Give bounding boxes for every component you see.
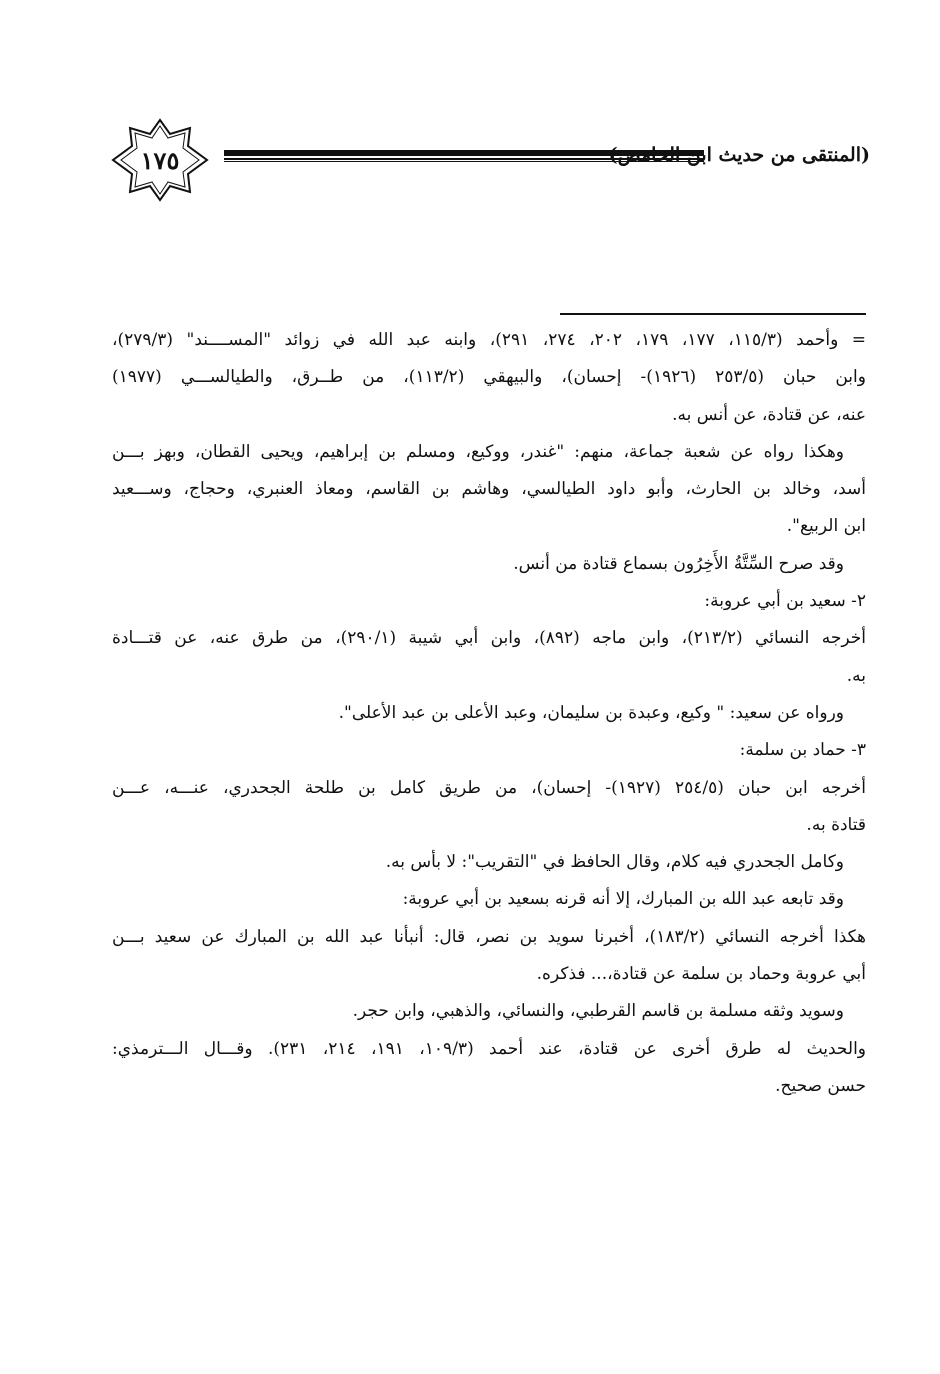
text-line: والحديث له طرق أخرى عن قتادة، عند أحمد (١٠٩/٣، ١٩١، ٢١٤، ٢٣١). وقـــال الـــترمذي: [112,1038,866,1059]
text-line: ورواه عن سعيد: " وكيع، وعبدة بن سليمان، وعبد الأعلى بن عبد الأعلى". [338,702,844,723]
book-title: (المنتقى من حديث ابن الحامض) [608,144,870,166]
page-number-badge [110,118,210,202]
text-line: أسد، وخالد بن الحارث، وأبو داود الطيالسي، وهاشم بن القاسم، ومعاذ العنبري، وحجاج، وســـعيد [112,479,866,500]
text-line: ٣- حماد بن سلمة: [739,740,866,761]
text-line: هكذا أخرجه النسائي (١٨٣/٢)، أخبرنا سويد بن نصر، قال: أنبأنا عبد الله بن المبارك عن سعيد بـــن [112,926,866,947]
text-line: وكامل الجحدري فيه كلام، وقال الحافظ في "التقريب": لا بأس به. [385,852,844,873]
text-line: حسن صحيح. [775,1075,866,1096]
text-line: قتادة به. [806,814,866,835]
text-line: وقد تابعه عبد الله بن المبارك، إلا أنه قرنه بسعيد بن أبي عروبة: [402,889,844,910]
page-header [110,118,870,202]
text-line: ٢- سعيد بن أبي عروبة: [704,591,866,612]
text-line: وابن حبان (٢٥٣/٥ (١٩٢٦)- إحسان)، والبيهقي (١١٣/٢)، من طــرق، والطيالســـي (١٩٧٧) [112,367,866,388]
text-line: = وأحمد (١١٥/٣، ١٧٧، ١٧٩، ٢٠٢، ٢٧٤، ٢٩١)، وابنه عبد الله في زوائد "المســــند" (٢٧٩/٣)، [112,330,866,350]
text-line: وسويد وثقه مسلمة بن قاسم القرطبي، والنسائي، والذهبي، وابن حجر. [352,1001,844,1022]
text-line: أبي عروبة وحماد بن سلمة عن قتادة،... فذكره. [536,964,866,985]
footnote-text [112,322,866,1105]
text-line: وهكذا رواه عن شعبة جماعة، منهم: "غندر، ووكيع، ومسلم بن إبراهيم، ويحيى القطان، وبهز بـــن [112,441,844,462]
text-line: عنه، عن قتادة، عن أنس به. [672,404,866,425]
footnote-separator [560,313,866,315]
page-number: ١٧٥ [140,145,180,175]
text-line: وقد صرح السِّتَّةُ الأَخِرُون بسماع قتادة من أنس. [513,553,844,574]
text-line: أخرجه النسائي (٢١٣/٢)، وابن ماجه (٨٩٢)، وابن أبي شيبة (٢٩٠/١)، من طرق عنه، عن قتـــادة [112,628,866,649]
text-line: أخرجه ابن حبان (٢٥٤/٥ (١٩٢٧)- إحسان)، من طريق كامل بن طلحة الجحدري، عنـــه، عـــن [112,777,866,798]
text-line: ابن الربيع". [786,516,866,537]
text-line: به. [846,665,866,686]
